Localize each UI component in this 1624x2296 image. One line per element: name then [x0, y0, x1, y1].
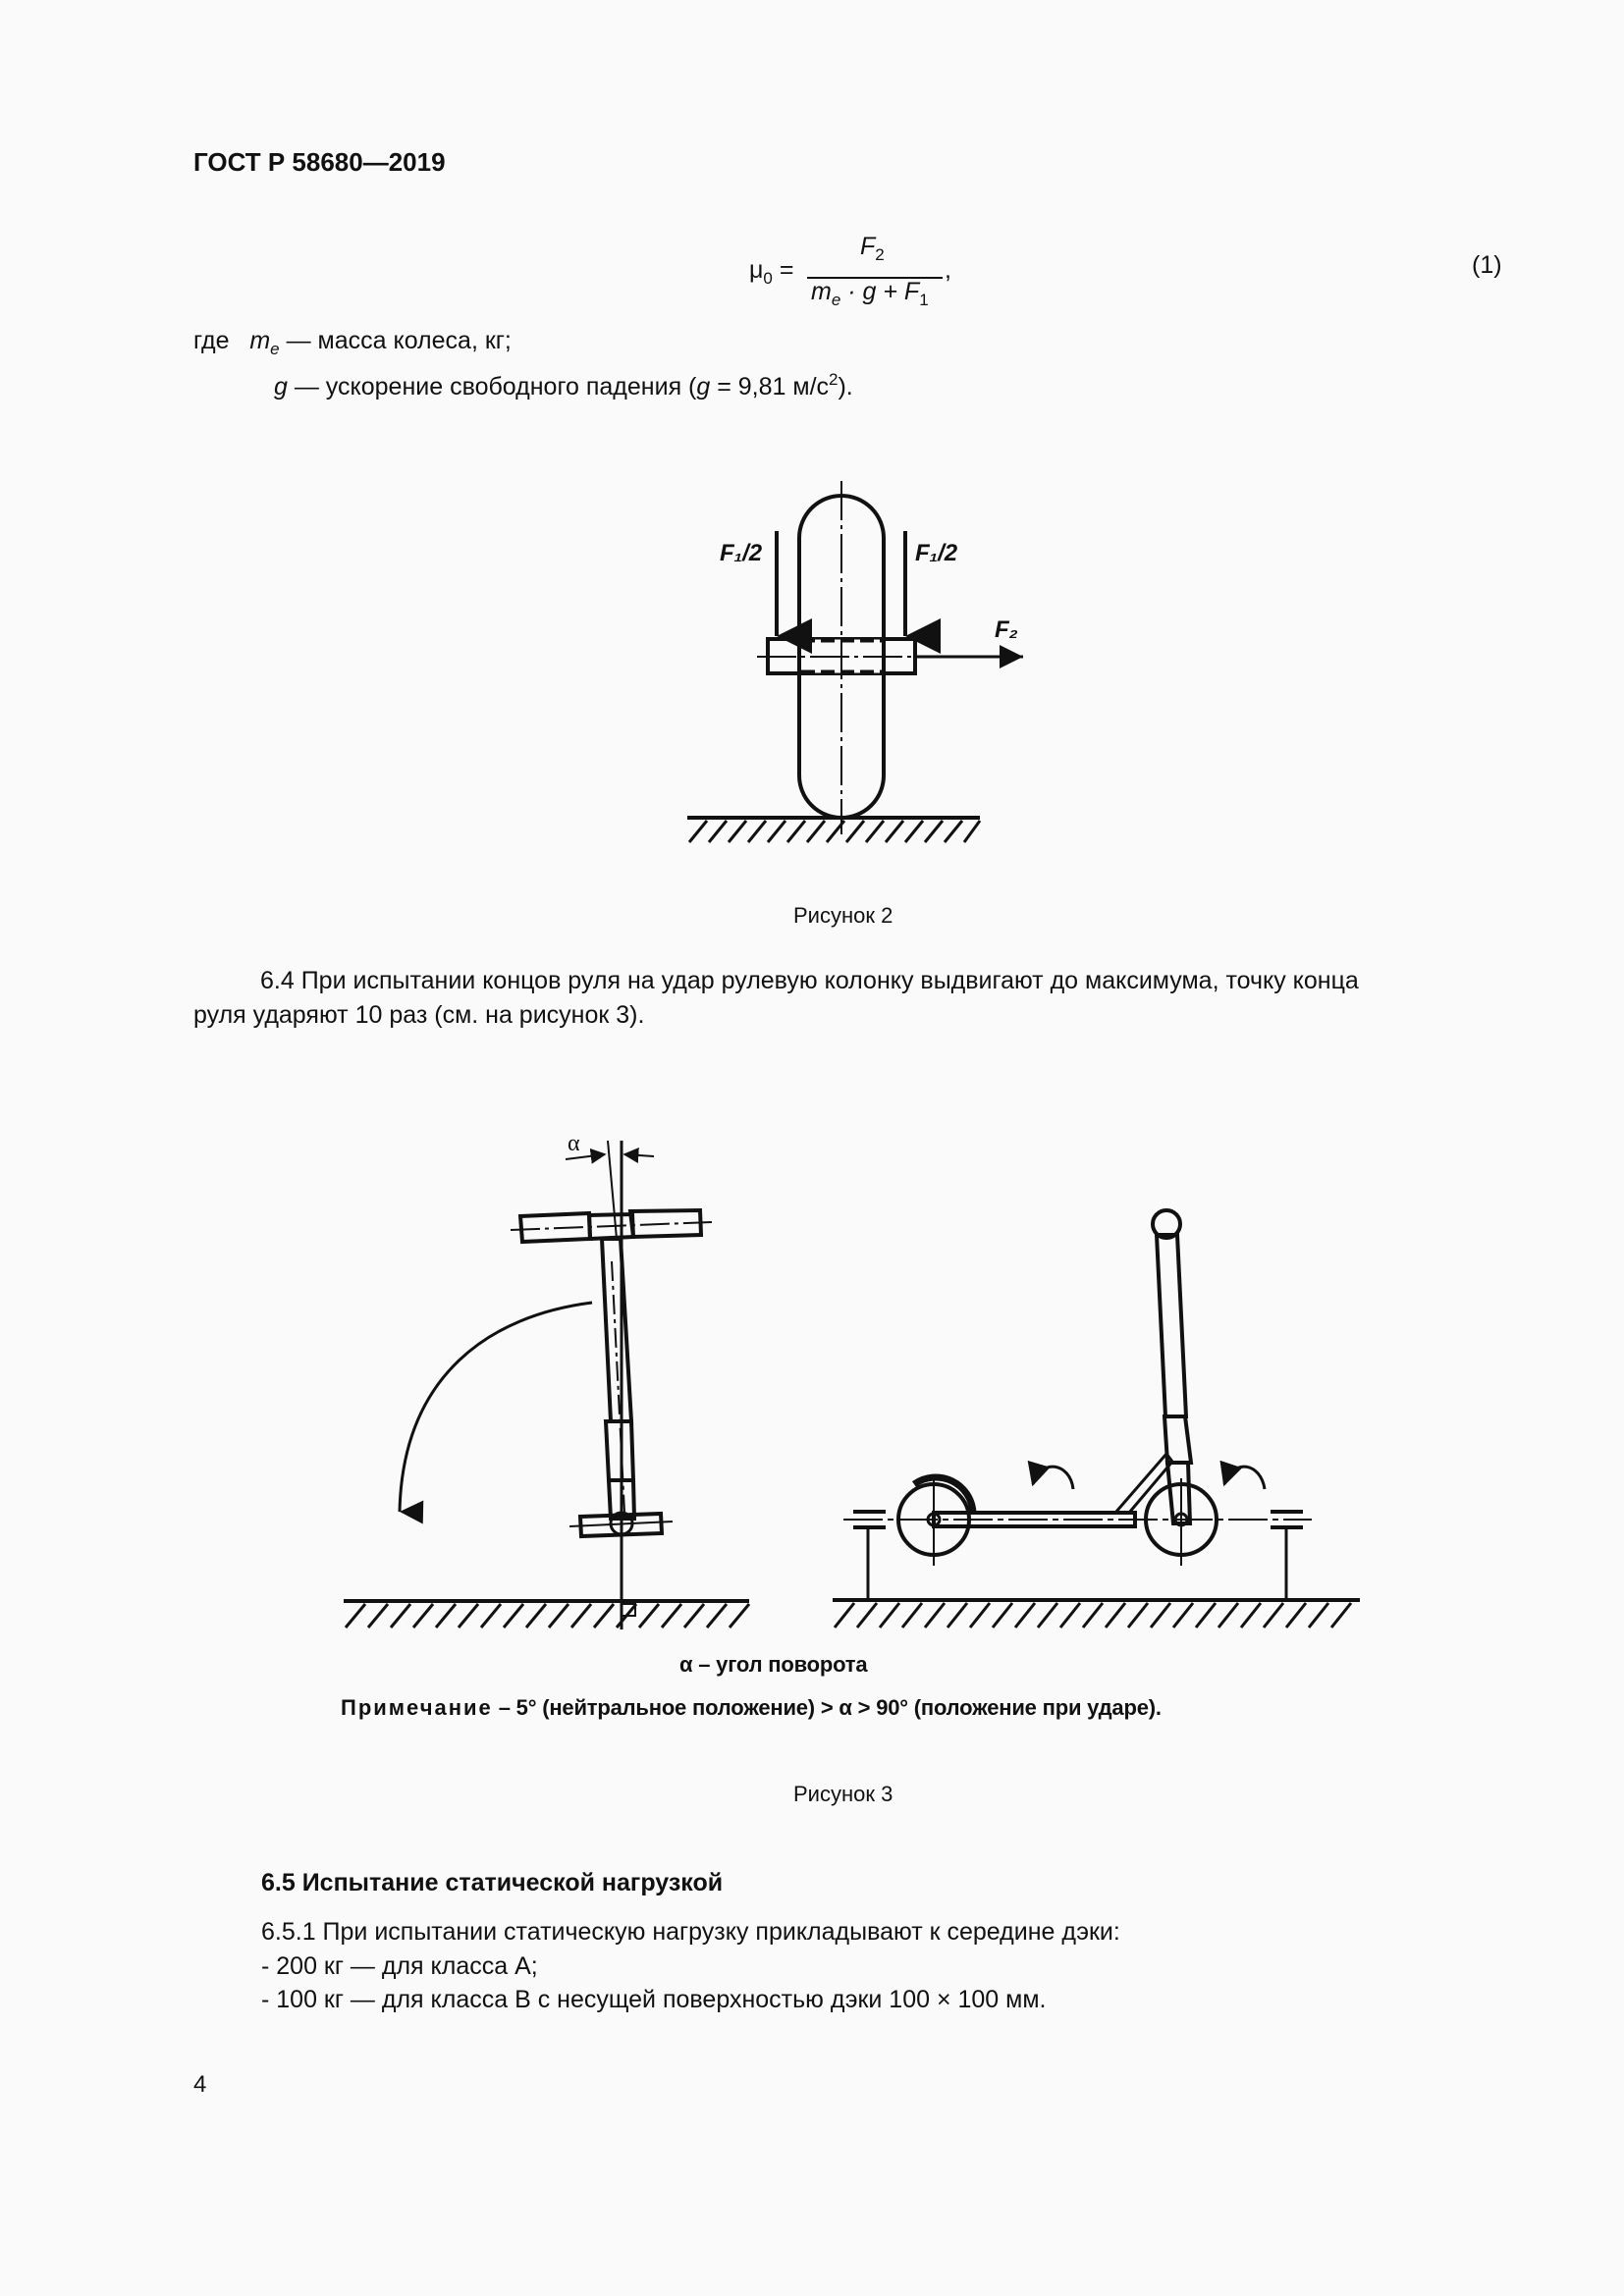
mu-symbol: μ: [749, 256, 764, 284]
gravity-value: = 9,81 м/с: [710, 373, 830, 400]
mass-description: — масса колеса, кг;: [279, 327, 512, 354]
paragraph-6-5-1: 6.5.1 При испытании статическую нагрузку прикладывают к середине дэки:: [261, 1918, 1120, 1946]
numerator-subscript: 2: [875, 245, 885, 264]
note-text: – 5° (нейтральное положение) > α > 90° (положение при ударе).: [492, 1695, 1162, 1720]
gravity-description: — ускорение свободного падения (: [287, 373, 697, 400]
mu-subscript: 0: [763, 269, 773, 288]
mass-symbol: m: [249, 327, 271, 354]
list-item-class-b: - 100 кг — для класса В с несущей поверхностью дэки 100 × 100 мм.: [261, 1986, 1047, 2013]
figure-3-legend: α – угол поворота: [679, 1652, 868, 1677]
where-word: где: [193, 327, 230, 354]
gravity-inline-symbol: g: [696, 373, 711, 400]
formula-comma: ,: [945, 256, 951, 284]
paragraph-6-4-line1: 6.4 При испытании концов руля на удар рулевую колонку выдвигают до максимума, точку конца: [260, 967, 1359, 994]
gravity-end: ).: [838, 373, 853, 400]
figure-3-note: [341, 1695, 1162, 1721]
document-header: ГОСТ Р 58680—2019: [193, 147, 446, 177]
alpha-label: α: [568, 1131, 580, 1156]
den-mass-symbol: m: [811, 278, 832, 305]
paragraph-6-4-line2: руля ударяют 10 раз (см. на рисунок 3).: [193, 1001, 645, 1029]
equals-sign: =: [779, 256, 794, 284]
den-force-subscript: 1: [919, 291, 929, 309]
den-rest: · g + F: [840, 278, 920, 305]
numerator-symbol: F: [860, 233, 876, 260]
note-prefix: Примечание: [341, 1695, 493, 1720]
formula-number: (1): [1472, 251, 1502, 279]
list-item-class-a: - 200 кг — для класса А;: [261, 1952, 538, 1980]
force-label-left: F₁/2: [720, 540, 763, 566]
force-label-right: F₁/2: [915, 540, 958, 566]
mass-subscript: e: [270, 340, 280, 358]
gravity-superscript: 2: [829, 370, 839, 389]
force-label-f2: F₂: [995, 616, 1018, 643]
figure-2-caption: Рисунок 2: [793, 903, 893, 928]
page-number: 4: [193, 2071, 207, 2098]
section-6-5-heading: 6.5 Испытание статической нагрузкой: [261, 1869, 724, 1896]
figure-3-caption: Рисунок 3: [793, 1782, 893, 1806]
gravity-symbol: g: [274, 373, 288, 400]
den-mass-subscript: e: [831, 291, 841, 309]
